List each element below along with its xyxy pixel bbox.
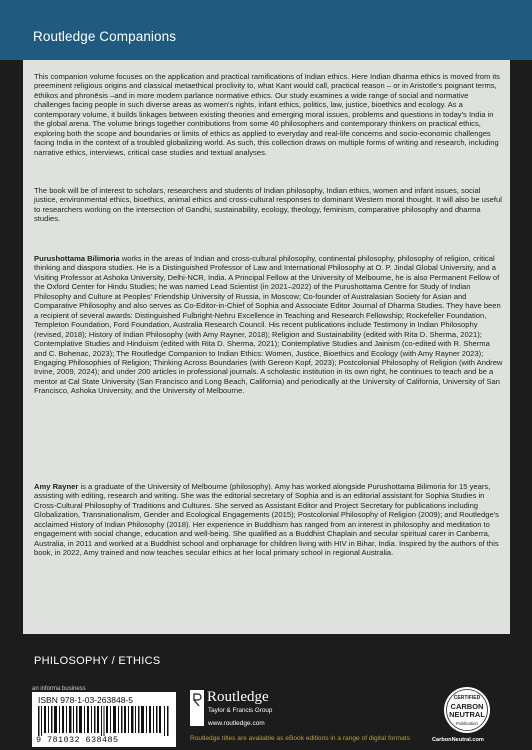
author-name-2: Amy Rayner (34, 482, 79, 491)
publisher-name: Routledge (207, 689, 269, 705)
author-bio-text-1: works in the areas of Indian and cross-cultural philosophy, continental philosophy, philosophy of religion, critical thinking and diaspora studies. He is a Distinguished Professor of Law and International Philosophy at O. P. Jindal Global University, and a Visiting Professor at Ashoka University, Delhi-NCR, India. A Principal Fellow at the University of Melbourne, he is also Permanent Fellow of the Oxford Center for Hindu Studies; he was named Lead Scientist (in 2021–2022) of the Purushottama Centre for Study of Indian Philosophy and Culture at Peoples' Friendship University of Russia, in Moscow; Co-founder of Australasian Society for Asian and Comparative Philosophy and also serves as Co-Editor-in-Chief of Sophia and Associate Editor Journal of Dharma Studies. They have been a recipient of several awards: Distinguished Fulbright-Nehru Excellence in Teaching and Research Fellowship; Rockefeller Foundation, Templeton Foundation, Ford Foundation, Australia Research Council. His recent publications include Testimony in Indian Philosophy (revised, 2018); History of Indian Philosophy (with Amy Rayner, 2018); Religion and Sustainability (edited with Rita D. Sherma, 2021); Contemplative Studies and Hinduism (edited with Rita D. Sherma, 2021); Contemplative Studies and Jainism (co-edited with R. Sherma and C. Bohenac, 2023); The Routledge Companion to Indian Ethics: Women, Justice, Bioethics and Ecology (with Amy Rayner 2023); Engaging Philosophies of Religion; Thinking Across Boundaries (with Gereon Kopf, 2023); Postcolonial Philosophy of Religion (with Andrew Irvine, 2009, 2024); and under 200 articles in professional journals. A scholastic institution in its own right, he continues to teach and be a mentor at Cal State University (San Francisco and Long Beach, California) and periodically at the University of California, University of San Francisco, Ashoka University, and the University of Melbourne. (34, 254, 503, 396)
seal-main-text-1: CARBON (450, 702, 484, 711)
seal-bottom-text: Publication (455, 721, 479, 726)
subject-category: PHILOSOPHY / ETHICS (34, 655, 161, 667)
isbn-label: ISBN 978-1-03-263848-5 (38, 695, 133, 705)
author-bio-text-2: is a graduate of the University of Melbourne (philosophy). Amy has worked alongside Purushottama Bilimoria for 15 years, assisting with editing, research and writing. She was the editorial secretary of Sophia and is an editorial assistant for Sophia Studies in Cross-Cultural Philosophy of Traditions and Cultures. She served as Assistant Editor and Project Secretary for publications including Globalization, Transnationalism, Gender and Ecological Engagements (2015); Postcolonial Philosophy of Religion (2009); and Routledge's acclaimed History of Indian Philosophy (2018). Her experience in Buddhism has ranged from an interest in philosophy and meditation to engagement with social change, education and well-being. She qualified as a Buddhist Chaplain and secular spiritual carer in Canberra, Australia, in 2011 and worked at a Buddhist school and orphanage for children living with HIV in Bihar, India. Inspired by the authors of this book, in 2022, Amy trained and now teaches secular ethics at her local primary school in regional Australia. (34, 482, 499, 558)
informa-tagline: an informa business (32, 686, 86, 692)
author-name-1: Purushottama Bilimoria (34, 254, 120, 263)
barcode-icon (38, 706, 170, 736)
description-paragraph-2: The book will be of interest to scholars, researchers and students of Indian philosophy, Indian ethics, women and infant issues, social justice, environmental ethics, bioethics, animal ethics and cross-cultural responses to dominant Western moral thought. It will also be useful to researchers working on the intersection of Gandhi, sustainability, ecology, theology, feminism, comparative philosophy and dharma studies. (34, 186, 502, 224)
series-header-bar (0, 0, 532, 60)
description-paragraph-1: This companion volume focuses on the application and practical ramifications of Indian ethics. Here Indian dharma ethics is moved from its preeminent religious origins and classical metaethical proclivity to, what Kant would call, practical reason – or in Aristotle's poignant terms, ēthikos and phronēsis –and in more modern parlance normative ethics. Our study examines a wide range of social and normative challenges facing people in such diverse areas as women's rights, infant ethics, politics, law, justice, bioethics and ecology. As a contemporary volume, it builds linkages between existing theories and emerging moral issues, problems and questions in today's India in the global arena. The volume brings together contributions from some 40 philosophers and contemporary thinkers on practical ethics, exploring both the scope and boundaries or limits of ethics as applied to everyday and real-life concerns and socio-economic challenges facing India in the context of a troubled globalizing world. As such, this collection draws on multiple forms of writing and research, including narrative ethics, interviews, critical case studies and textual analyses. (34, 72, 500, 157)
barcode-block (32, 692, 176, 747)
carbon-neutral-seal-icon (443, 686, 491, 734)
barcode-digits: 9 781032 638485 (36, 735, 119, 745)
author-bio-1 (34, 254, 504, 396)
routledge-logo-icon (190, 690, 204, 726)
seal-url: CarbonNeutral.com (432, 737, 484, 743)
seal-top-text: CERTIFIED (453, 695, 481, 701)
seal-main-text-2: NEUTRAL (449, 710, 485, 719)
author-bio-2 (34, 482, 504, 558)
publisher-url: www.routledge.com (208, 720, 265, 727)
ebook-note: Routledge titles are available as eBook editions in a range of digital formats (190, 735, 410, 742)
publisher-subtitle: Taylor & Francis Group (208, 707, 273, 714)
series-title: Routledge Companions (33, 29, 177, 44)
